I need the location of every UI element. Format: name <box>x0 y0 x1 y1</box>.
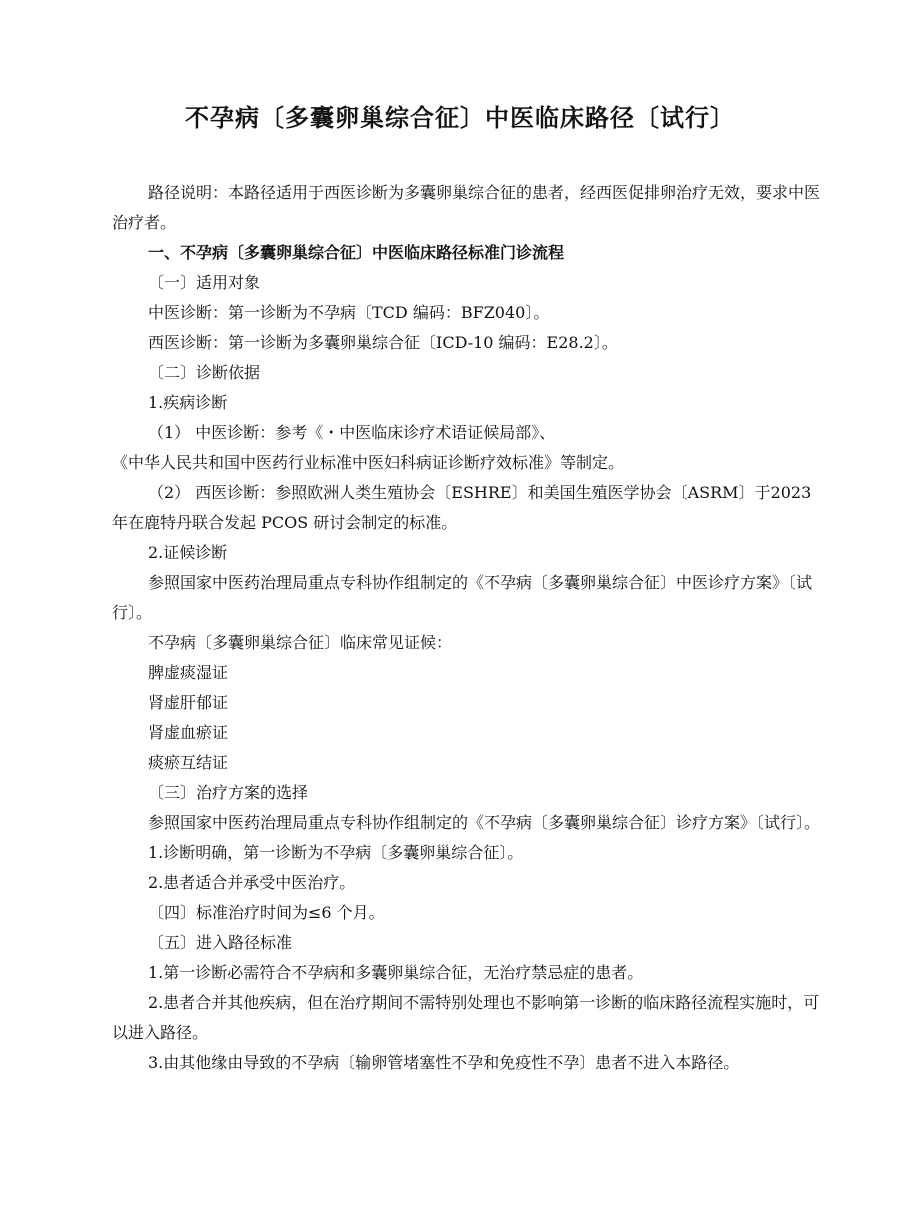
list-item: （1） 中医诊断：参考《・中医临床诊疗术语证候局部》、 <box>148 423 556 442</box>
western-diagnosis: 西医诊断：第一诊断为多囊卵巢综合征〔ICD-10 编码：E28.2〕。 <box>148 333 618 352</box>
section-heading-1: 一、不孕病〔多囊卵巢综合征〕中医临床路径标准门诊流程 <box>148 243 565 262</box>
subsection-heading: 〔二〕诊断依据 <box>148 363 261 382</box>
list-item: 1.第一诊断必需符合不孕病和多囊卵巢综合征，无治疗禁忌症的患者。 <box>148 963 644 982</box>
list-item: 2.患者合并其他疾病，但在治疗期间不需特别处理也不影响第一诊断的临床路径流程实施时，可以进入路径。 <box>112 993 820 1042</box>
subsection-heading: 〔四〕标准治疗时间为≤6 个月。 <box>148 903 385 922</box>
syndrome-item: 肾虚肝郁证 <box>148 693 229 712</box>
list-item-continuation: 《中华人民共和国中医药行业标准中医妇科病证诊断疗效标准》等制定。 <box>112 453 625 472</box>
list-item: （2） 西医诊断：参照欧洲人类生殖协会〔ESHRE〕和美国生殖医学协会〔ASRM〕于2023 年在鹿特丹联合发起 PCOS 研讨会制定的标准。 <box>112 483 812 532</box>
document-body <box>112 178 824 1078</box>
list-heading: 2.证候诊断 <box>148 543 228 562</box>
subsection-heading: 〔三〕治疗方案的选择 <box>148 783 309 802</box>
paragraph: 参照国家中医药治理局重点专科协作组制定的《不孕病〔多囊卵巢综合征〕诊疗方案》〔试行〕。 <box>148 813 821 832</box>
path-description: 路径说明：本路径适用于西医诊断为多囊卵巢综合征的患者，经西医促排卵治疗无效，要求中医治疗者。 <box>112 183 821 232</box>
subsection-heading: 〔五〕进入路径标准 <box>148 933 293 952</box>
syndrome-item: 肾虚血瘀证 <box>148 723 229 742</box>
tcm-diagnosis: 中医诊断：第一诊断为不孕病〔TCD 编码：BFZ040〕。 <box>148 303 550 322</box>
subsection-heading: 〔一〕适用对象 <box>148 273 261 292</box>
list-item: 2.患者适合并承受中医治疗。 <box>148 873 356 892</box>
paragraph: 不孕病〔多囊卵巢综合征〕临床常见证候： <box>148 633 453 652</box>
syndrome-item: 脾虚痰湿证 <box>148 663 229 682</box>
paragraph: 参照国家中医药治理局重点专科协作组制定的《不孕病〔多囊卵巢综合征〕中医诊疗方案》〔试行〕。 <box>112 573 813 622</box>
list-item: 3.由其他缘由导致的不孕病〔输卵管堵塞性不孕和免疫性不孕〕患者不进入本路径。 <box>148 1053 740 1072</box>
document-title: 不孕病〔多囊卵巢综合征〕中医临床路径〔试行〕 <box>185 104 735 132</box>
syndrome-item: 痰瘀互结证 <box>148 753 229 772</box>
list-heading: 1.疾病诊断 <box>148 393 228 412</box>
list-item: 1.诊断明确，第一诊断为不孕病〔多囊卵巢综合征〕。 <box>148 843 524 862</box>
